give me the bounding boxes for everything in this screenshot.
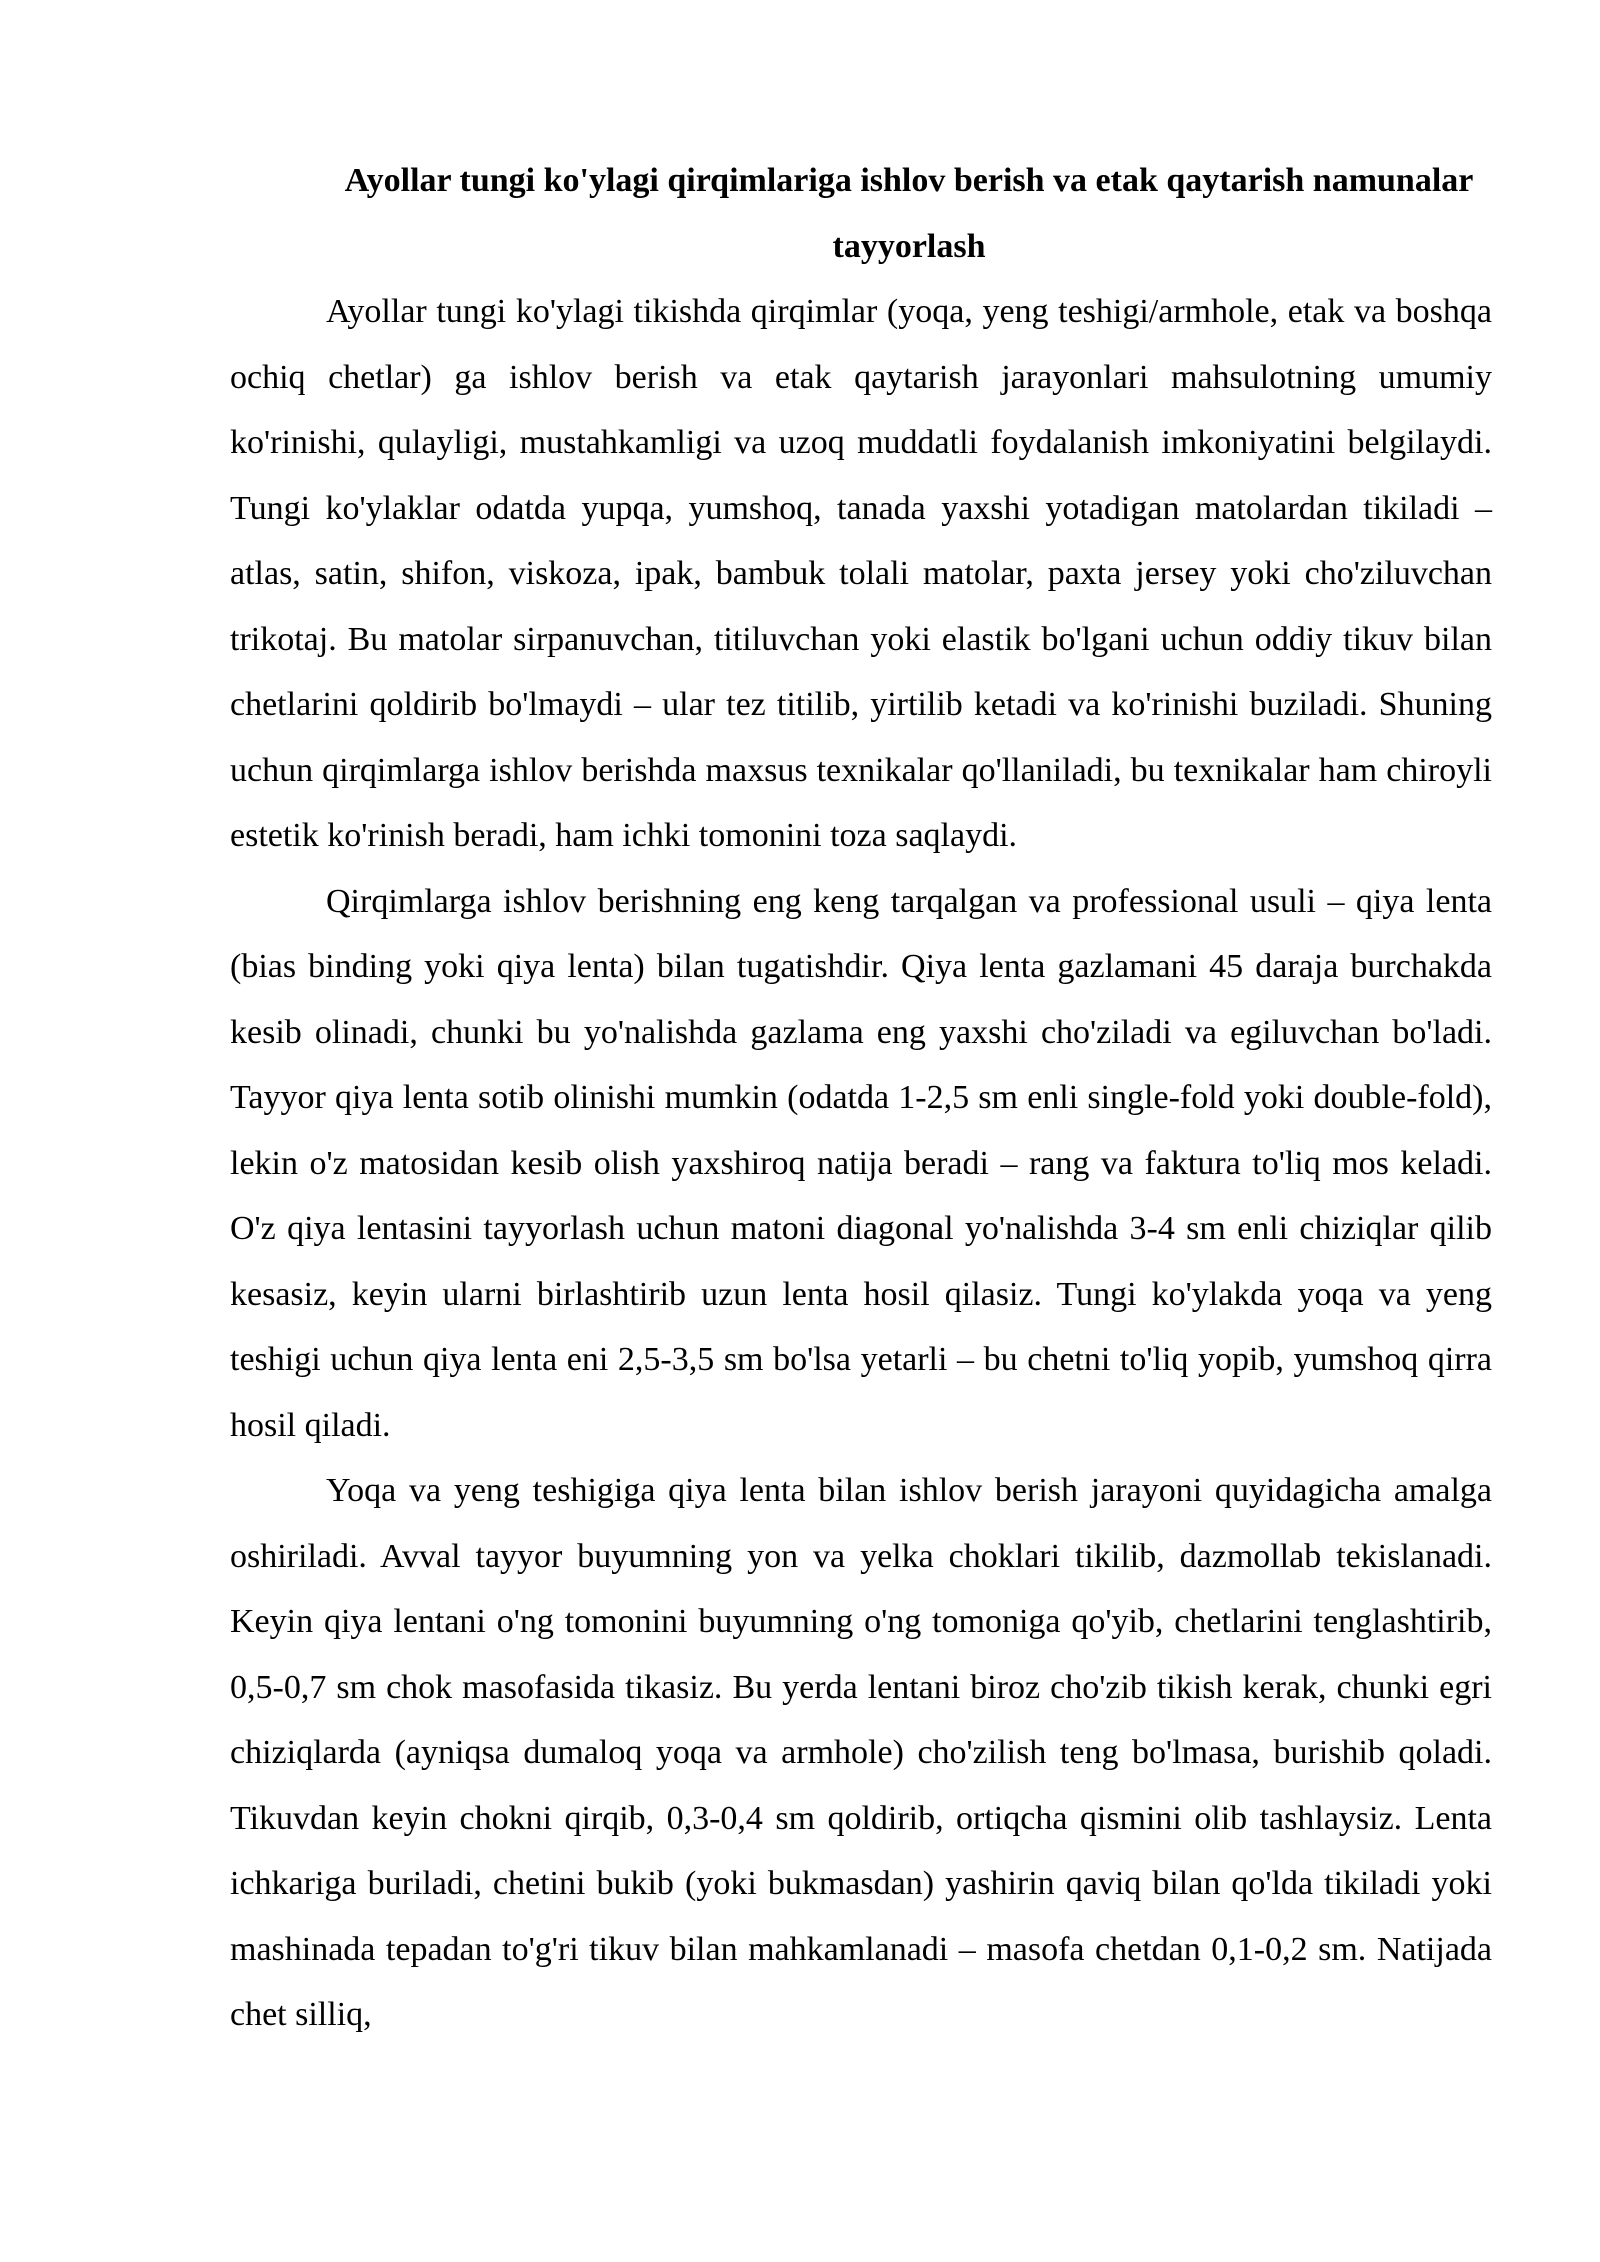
paragraph-intro: Ayollar tungi ko'ylagi tikishda qirqimlar (yoqa, yeng teshigi/armhole, etak va boshqa ochiq chetlar) ga ishlov berish va etak qaytarish jarayonlari mahsulotning umumiy ko'rinishi, qulayligi, mustahkamligi va uzoq muddatli foydalanish imkoniyatini belgilaydi. Tungi ko'ylaklar odatda yupqa, yumshoq, tanada yaxshi yotadigan matolardan tikiladi – atlas, satin, shifon, viskoza, ipak, bambuk tolali matolar, paxta jersey yoki cho'ziluvchan trikotaj. Bu matolar sirpanuvchan, titiluvchan yoki elastik bo'lgani uchun oddiy tikuv bilan chetlarini qoldirib bo'lmaydi – ular tez titilib, yirtilib ketadi va ko'rinishi buziladi. Shuning uchun qirqimlarga ishlov berishda maxsus texnikalar qo'llaniladi, bu texnikalar ham chiroyli estetik ko'rinish beradi, ham ichki tomonini toza saqlaydi.: [230, 293, 1492, 854]
document-page: [230, 148, 1492, 2048]
paragraph-bias-binding: Qirqimlarga ishlov berishning eng keng tarqalgan va professional usuli – qiya lenta (bias binding yoki qiya lenta) bilan tugatishdir. Qiya lenta gazlamani 45 daraja burchakda kesib olinadi, chunki bu yo'nalishda gazlama eng yaxshi cho'ziladi va egiluvchan bo'ladi. Tayyor qiya lenta sotib olinishi mumkin (odatda 1-2,5 sm enli single-fold yoki double-fold), lekin o'z matosidan kesib olish yaxshiroq natija beradi – rang va faktura to'liq mos keladi. O'z qiya lentasini tayyorlash uchun matoni diagonal yo'nalishda 3-4 sm enli chiziqlar qilib kesasiz, keyin ularni birlashtirib uzun lenta hosil qilasiz. Tungi ko'ylakda yoqa va yeng teshigi uchun qiya lenta eni 2,5-3,5 sm bo'lsa yetarli – bu chetni to'liq yopib, yumshoq qirra hosil qiladi.: [230, 882, 1492, 1444]
document-title: Ayollar tungi ko'ylagi qirqimlariga ishlov berish va etak qaytarish namunalar tayyorlash: [344, 162, 1474, 265]
paragraph-neckline-process: Yoqa va yeng teshigiga qiya lenta bilan ishlov berish jarayoni quyidagicha amalga oshiriladi. Avval tayyor buyumning yon va yelka choklari tikilib, dazmollab tekislanadi. Keyin qiya lentani o'ng tomonini buyumning o'ng tomoniga qo'yib, chetlarini tenglashtirib, 0,5-0,7 sm chok masofasida tikasiz. Bu yerda lentani biroz cho'zib tikish kerak, chunki egri chiziqlarda (ayniqsa dumaloq yoqa va armhole) cho'zilish teng bo'lmasa, burishib qoladi. Tikuvdan keyin chokni qirqib, 0,3-0,4 sm qoldirib, ortiqcha qismini olib tashlaysiz. Lenta ichkariga buriladi, chetini bukib (yoki bukmasdan) yashirin qaviq bilan qo'lda tikiladi yoki mashinada tepadan to'g'ri tikuv bilan mahkamlanadi – masofa chetdan 0,1-0,2 sm. Natijada chet silliq,: [230, 1472, 1492, 2033]
